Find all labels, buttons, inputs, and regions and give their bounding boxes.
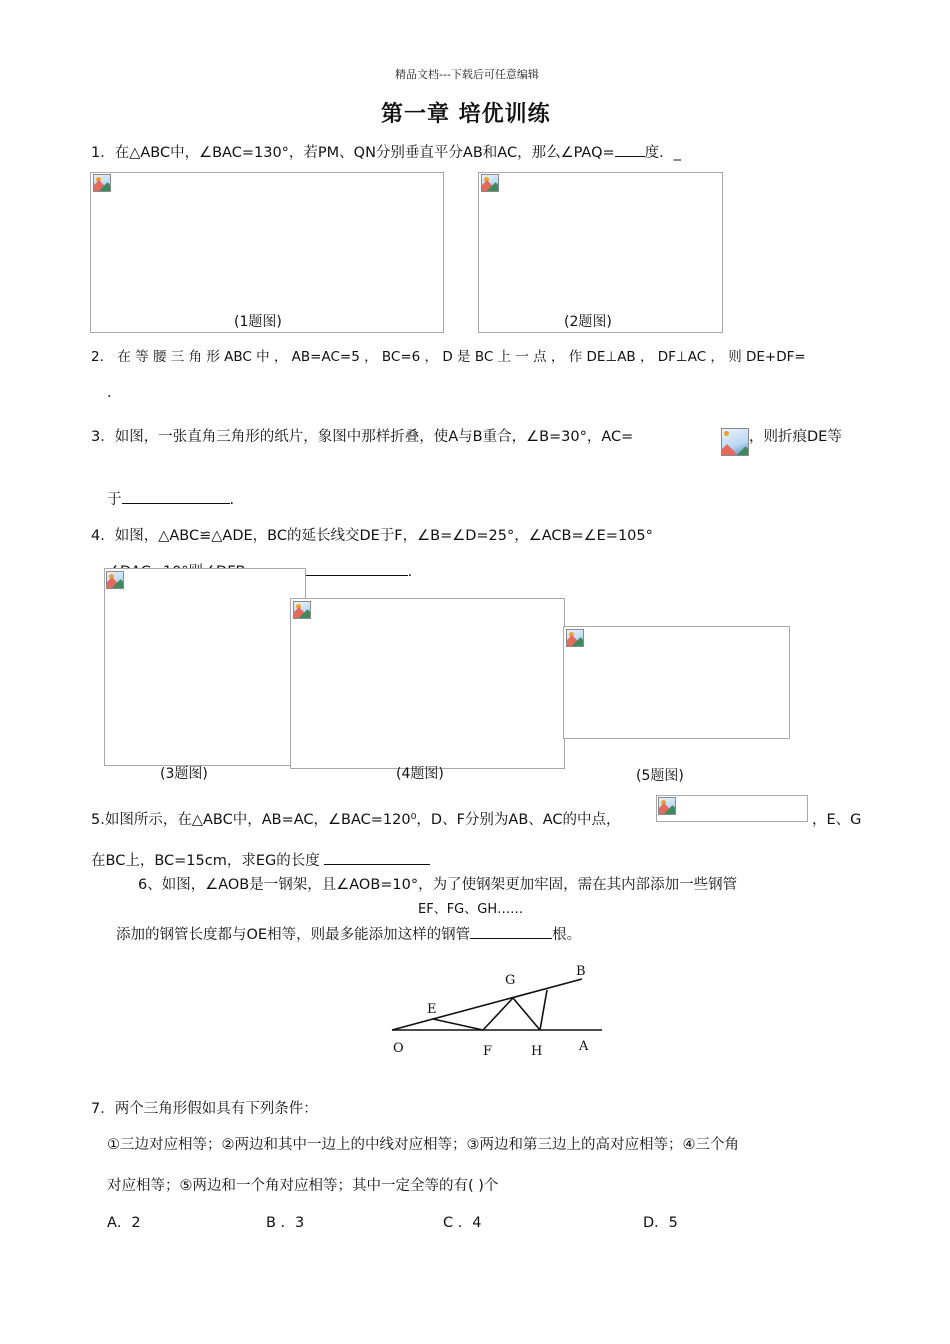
answer-blank [470, 924, 552, 939]
figure-2-frame [478, 172, 723, 333]
broken-image-icon [106, 571, 124, 589]
bar-EF [433, 1019, 483, 1030]
question-3-line-2-text: 于 [107, 492, 122, 508]
question-6-line-3 [116, 923, 581, 944]
option-a: A．2 [107, 1215, 141, 1231]
figure-1-caption: (1题图) [234, 314, 282, 330]
broken-image-icon [293, 601, 311, 619]
broken-image-icon [93, 174, 111, 192]
steel-frame-diagram [380, 962, 620, 1062]
option-b: B ．3 [266, 1215, 305, 1231]
answer-blank [324, 850, 430, 865]
question-7-line-1: 7．两个三角形假如具有下列条件： [91, 1101, 318, 1117]
bar-HI [540, 990, 547, 1030]
figure-1-frame [90, 172, 444, 333]
question-7-line-3: 对应相等；⑤两边和一个角对应相等；其中一定全等的有( )个 [107, 1178, 499, 1194]
question-5-text-end: ，E、G [812, 812, 862, 828]
ray-OB [392, 979, 582, 1030]
label-O: O [393, 1041, 404, 1056]
question-3-text-end: ，则折痕DE等 [749, 429, 842, 445]
question-5-line-2-text: 在BC上，BC=15cm，求EG的长度 [91, 853, 320, 869]
label-H: H [531, 1044, 543, 1059]
broken-image-icon [721, 428, 749, 456]
label-G: G [505, 973, 516, 988]
label-E: E [427, 1002, 437, 1017]
figure-2-caption: (2题图) [564, 314, 612, 330]
label-F: F [483, 1044, 493, 1059]
label-B: B [576, 964, 586, 979]
question-3-line-2-end: . [229, 492, 235, 508]
page-header-watermark: 精品文档---下载后可任意编辑 [395, 68, 539, 81]
bar-GH [513, 998, 540, 1030]
question-6-line-3-text: 添加的钢管长度都与OE相等，则最多能添加这样的钢管 [116, 927, 471, 943]
bar-FG [483, 998, 513, 1030]
figure-3-caption: (3题图) [160, 766, 208, 782]
question-5-text: 5.如图所示，在△ABC中，AB=AC，∠BAC=120⁰，D、F分别为AB、AC的中点， [91, 812, 621, 828]
page-title: 第一章 培优训练 [381, 102, 551, 127]
question-6-line-3-end: 根。 [552, 927, 582, 943]
figure-5-frame [563, 626, 790, 739]
question-2-tail: . [107, 385, 112, 401]
figure-5-caption: (5题图) [636, 768, 684, 784]
question-4-line-2-end: . [407, 564, 413, 580]
question-6-line-1: 6、如图，∠AOB是一钢架，且∠AOB=10°，为了使钢架更加牢固，需在其内部添加一些钢管 [138, 877, 738, 893]
figure-3-frame [104, 568, 306, 766]
question-4-line-1: 4．如图，△ABC≌△ADE，BC的延长线交DE于F，∠B=∠D=25°，∠ACB=∠E=105° [91, 528, 653, 544]
broken-image-icon [658, 797, 676, 815]
broken-image-icon [566, 629, 584, 647]
question-5-line-2 [91, 849, 430, 870]
answer-blank [615, 142, 645, 157]
broken-image-icon [481, 174, 499, 192]
question-2: 2． 在 等 腰 三 角 形 ABC 中 ， AB=AC=5 ， BC=6 ， D 是 BC 上 一 点 ， 作 DE⊥AB ， DF⊥AC ， 则 DE+DF= [91, 349, 806, 365]
question-7-line-2: ①三边对应相等；②两边和其中一边上的中线对应相等；③两边和第三边上的高对应相等；④三个角 [107, 1137, 739, 1153]
figure-4-frame [290, 598, 565, 769]
answer-blank [122, 489, 230, 504]
figure-inline-frame [656, 795, 808, 822]
question-1-text: 1．在△ABC中，∠BAC=130°，若PM、QN分别垂直平分AB和AC，那么∠PAQ= [91, 145, 615, 161]
label-A: A [579, 1039, 589, 1054]
question-6-line-2: EF、FG、GH…… [418, 902, 524, 917]
option-d: D．5 [643, 1215, 678, 1231]
question-1 [91, 141, 681, 162]
figure-4-caption: (4题图) [396, 766, 444, 782]
question-3-line-2 [107, 488, 234, 509]
option-c: C ．4 [443, 1215, 482, 1231]
question-3-text: 3．如图，一张直角三角形的纸片，象图中那样折叠，使A与B重合，∠B=30°，AC= [91, 429, 634, 445]
question-1-text-end: 度．_ [644, 145, 681, 161]
